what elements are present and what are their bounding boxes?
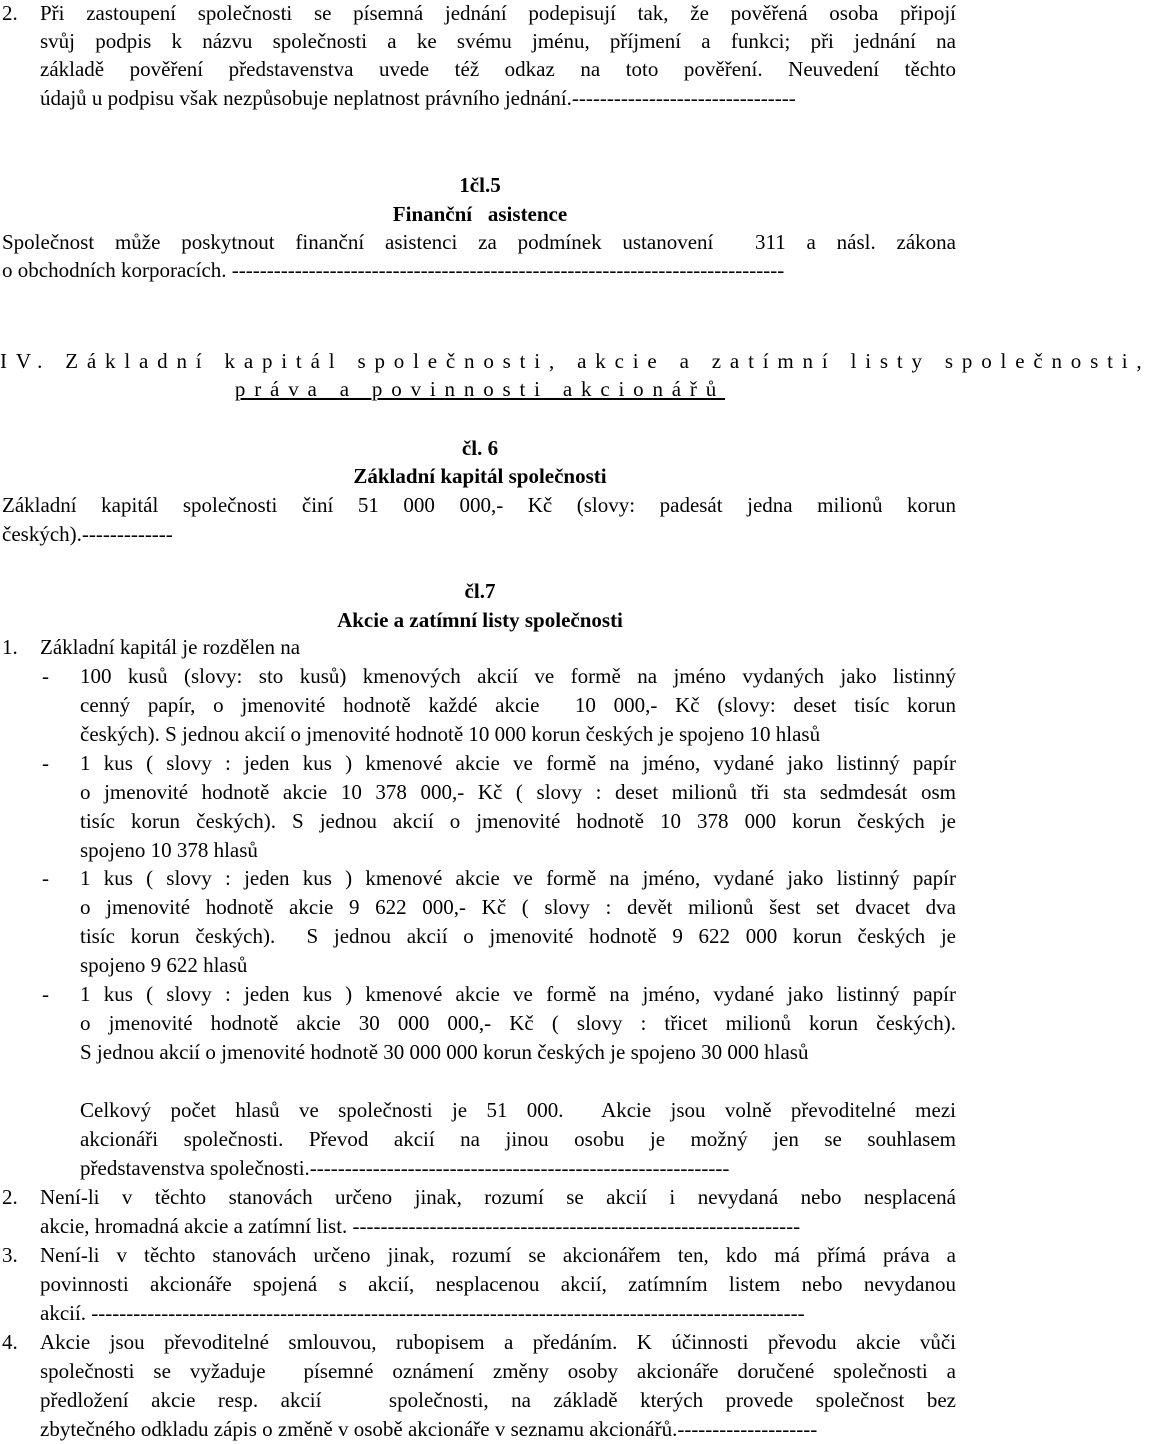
- item-line: společnosti se vyžaduje písemné oznámení změny osoby akcionáře doručené společnosti a: [40, 1359, 956, 1383]
- item-line: předložení akcie resp. akcií společnosti, na základě kterých provede společnost bez: [40, 1388, 956, 1412]
- item-line: akcie, hromadná akcie a zatímní list. ----------------------------------------------------------------: [40, 1214, 801, 1238]
- paragraph-line: o obchodních korporacích. -------------------------------------------------------------------------------: [2, 258, 785, 282]
- item-number: 3.: [2, 1243, 18, 1267]
- summary-line: představenstva společnosti.------------------------------------------------------------: [80, 1156, 730, 1180]
- article-number: čl. 6: [461, 436, 499, 460]
- item-number: 4.: [2, 1330, 18, 1354]
- item-number: 2.: [2, 1185, 18, 1209]
- section-title-underlined: práva a povinnosti akcionářů: [234, 377, 726, 401]
- paragraph-line: Základní kapitál společnosti činí 51 000 000,- Kč (slovy: padesát jedna milionů korun: [2, 493, 956, 517]
- bullet-line: o jmenovité hodnotě akcie 9 622 000,- Kč ( slovy : devět milionů šest set dvacet dva: [80, 895, 956, 919]
- paragraph-line: svůj podpis k názvu společnosti a ke svému jménu, příjmení a funkci; při jednání na: [40, 29, 956, 53]
- item-line: Není-li v těchto stanovách určeno jinak, rozumí se akcií i nevydaná nebo nesplacená: [40, 1185, 956, 1209]
- bullet-line: 1 kus ( slovy : jeden kus ) kmenové akcie ve formě na jméno, vydané jako listinný papír: [80, 866, 956, 890]
- article-title: Základní kapitál společnosti: [353, 464, 607, 488]
- paragraph-line: Při zastoupení společnosti se písemná jednání podepisují tak, že pověřená osoba připojí: [40, 1, 956, 25]
- bullet-line: 1 kus ( slovy : jeden kus ) kmenové akcie ve formě na jméno, vydané jako listinný papír: [80, 751, 956, 775]
- bullet-line: cenný papír, o jmenovité hodnotě každé akcie 10 000,- Kč (slovy: deset tisíc korun: [80, 693, 956, 717]
- item-line: zbytečného odkladu zápis o změně v osobě akcionáře v seznamu akcionářů.--------------------: [40, 1417, 818, 1441]
- article-title: Akcie a zatímní listy společnosti: [337, 608, 623, 632]
- item-number: 2.: [2, 1, 18, 25]
- bullet-dash: -: [42, 982, 49, 1006]
- summary-line: Celkový počet hlasů ve společnosti je 51 000. Akcie jsou volně převoditelné mezi: [80, 1098, 956, 1122]
- item-number: 1.: [2, 635, 18, 659]
- item-line: povinnosti akcionáře spojená s akcií, nesplacenou akcií, zatímním listem nebo nevydanou: [40, 1272, 956, 1296]
- bullet-dash: -: [42, 866, 49, 890]
- bullet-dash: -: [42, 751, 49, 775]
- paragraph-line: základě pověření představenstva uvede též odkaz na toto pověření. Neuvedení těchto: [40, 57, 956, 81]
- bullet-line: 100 kusů (slovy: sto kusů) kmenových akcií ve formě na jméno vydaných jako listinný: [80, 664, 956, 688]
- bullet-line: českých). S jednou akcií o jmenovité hodnotě 10 000 korun českých je spojeno 10 hlasů: [80, 722, 821, 746]
- bullet-dash: -: [42, 664, 49, 688]
- section-title-line: [0, 376, 960, 404]
- bullet-line: S jednou akcií o jmenovité hodnotě 30 000 000 korun českých je spojeno 30 000 hlasů: [80, 1040, 809, 1064]
- item-line: Není-li v těchto stanovách určeno jinak, rozumí se akcionářem ten, kdo má přímá práva a: [40, 1243, 956, 1267]
- bullet-line: o jmenovité hodnotě akcie 30 000 000,- Kč ( slovy : třicet milionů korun českých).: [80, 1011, 956, 1035]
- article-number: čl.7: [464, 579, 496, 603]
- bullet-line: tisíc korun českých). S jednou akcií o jmenovité hodnotě 9 622 000 korun českých je: [80, 924, 956, 948]
- article-number: 1čl.5: [459, 173, 501, 197]
- summary-line: akcionáři společnosti. Převod akcií na jinou osobu je možný jen se souhlasem: [80, 1127, 956, 1151]
- bullet-line: o jmenovité hodnotě akcie 10 378 000,- Kč ( slovy : deset milionů tři sta sedmdesát osm: [80, 780, 956, 804]
- bullet-line: 1 kus ( slovy : jeden kus ) kmenové akcie ve formě na jméno, vydané jako listinný papír: [80, 982, 956, 1006]
- bullet-line: spojeno 10 378 hlasů: [80, 838, 258, 862]
- item-line: Akcie jsou převoditelné smlouvou, rubopisem a předáním. K účinnosti převodu akcie vůči: [40, 1330, 956, 1354]
- paragraph-line: českých).-------------: [2, 522, 173, 546]
- item-line: akcií. ------------------------------------------------------------------------------------------------------: [40, 1301, 805, 1325]
- item-text: Základní kapitál je rozdělen na: [40, 635, 301, 659]
- paragraph-line: údajů u podpisu však nezpůsobuje neplatnost právního jednání.--------------------------------: [40, 86, 796, 110]
- article-title: Finanční asistence: [392, 202, 568, 226]
- section-title-line: IV. Základní kapitál společnosti, akcie a zatímní listy společnosti,: [0, 349, 1151, 373]
- bullet-line: tisíc korun českých). S jednou akcií o jmenovité hodnotě 10 378 000 korun českých je: [80, 809, 956, 833]
- bullet-line: spojeno 9 622 hlasů: [80, 953, 248, 977]
- paragraph-line: Společnost může poskytnout finanční asistenci za podmínek ustanovení 311 a násl. zákona: [2, 230, 956, 254]
